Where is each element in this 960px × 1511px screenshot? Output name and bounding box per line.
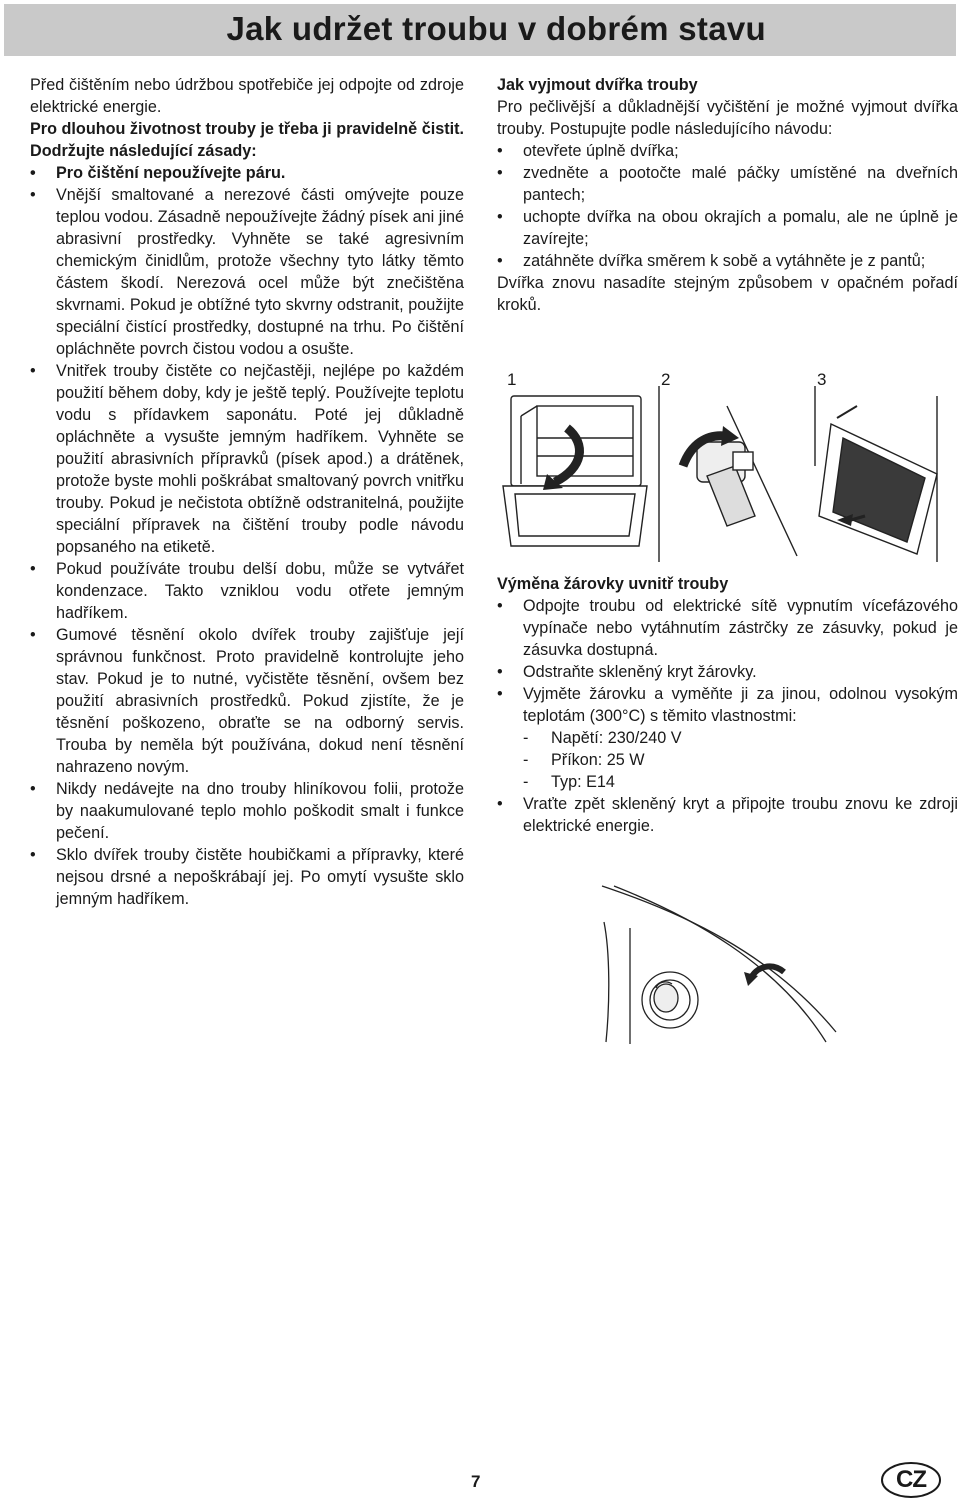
list-item-text: zvedněte a pootočte malé páčky umístěné na dveřních pantech; (523, 164, 958, 204)
list-item (30, 558, 464, 624)
list-item-text: Odpojte troubu od elektrické sítě vypnutím vícefázového vypínače nebo vytáhnutím zástrčky ze zásuvky, pokud je zásuvka dostupná. (523, 597, 958, 659)
list-item-text: Sklo dvířek trouby čistěte houbičkami a přípravky, které nejsou drsné a nepoškrábají jej. Po omytí vysušte sklo jemným hadříkem. (56, 846, 464, 908)
figure-label-1: 1 (507, 370, 517, 389)
bulb-specs-list (523, 727, 958, 793)
spec-item (523, 771, 958, 793)
list-item (497, 683, 958, 727)
dash-icon: - (523, 751, 529, 769)
bulb-final-step (497, 793, 958, 837)
bulb-replacement-figure (600, 882, 840, 1044)
spec-text: Typ: E14 (551, 773, 615, 791)
list-item-text: uchopte dvířka na obou okrajích a pomalu, ale ne úplně je zavírejte; (523, 208, 958, 248)
door-removal-outro: Dvířka znovu nasadíte stejným způsobem v opačném pořadí kroků. (497, 274, 958, 314)
door-removal-heading: Jak vyjmout dvířka trouby (497, 76, 698, 94)
list-item (497, 250, 958, 272)
list-item-text: otevřete úplně dvířka; (523, 142, 679, 160)
bulb-section (497, 573, 958, 837)
spec-item (523, 727, 958, 749)
bullet-icon: • (497, 252, 503, 270)
oven-lamp-illustration (600, 882, 840, 1044)
bullet-icon: • (497, 685, 503, 703)
list-item-text: Pokud používáte troubu delší dobu, může se vytvářet kondenzace. Takto vzniklou vodu otřete jemným hadříkem. (56, 560, 464, 622)
bullet-icon: • (30, 164, 36, 182)
list-item (497, 162, 958, 206)
page-header-band (4, 4, 956, 56)
principles-heading: Pro dlouhou životnost trouby je třeba ji pravidelně čistit. Dodržujte následující zásady: (30, 120, 464, 160)
intro-paragraph: Před čištěním nebo údržbou spotřebiče jej odpojte od zdroje elektrické energie. (30, 76, 464, 116)
open-oven-illustration (503, 396, 647, 546)
list-item-text: Nikdy nedávejte na dno trouby hliníkovou folii, protože by naakumulované teplo mohlo poškodit smalt i funkce pečení. (56, 780, 464, 842)
list-item (30, 162, 464, 184)
tilted-door-illustration (815, 386, 937, 562)
door-removal-figures (497, 366, 959, 562)
spec-item (523, 749, 958, 771)
language-badge: CZ (896, 1466, 926, 1493)
bulb-heading: Výměna žárovky uvnitř trouby (497, 575, 729, 593)
bullet-icon: • (30, 560, 36, 578)
list-item (30, 184, 464, 360)
list-item-text: zatáhněte dvířka směrem k sobě a vytáhněte je z pantů; (523, 252, 926, 270)
page-title: Jak udržet troubu v dobrém stavu (226, 10, 766, 47)
bullet-icon: • (30, 626, 36, 644)
list-item-text: Vyjměte žárovku a vyměňte ji za jinou, odolnou vysokým teplotám (300°C) s těmito vlastnostmi: (523, 685, 958, 725)
list-item (497, 140, 958, 162)
oven-door-illustrations (497, 366, 959, 562)
list-item-text: Pro čištění nepoužívejte páru. (56, 164, 286, 182)
bulb-steps-list (497, 595, 958, 727)
list-item-text: Gumové těsnění okolo dvířek trouby zajišťuje její správnou funkčnost. Proto pravidelně kontrolujte jeho stav. Pokud je to nutné, vyčistěte těsnění, ovšem bez použití abrasivních prostředků. Pokud zjistíte, že je těsnění poškozeno, obraťte se na odborný servis. Trouba by neměla být používána, dokud není těsnění nahrazeno novým. (56, 626, 464, 776)
dash-icon: - (523, 773, 529, 791)
hinge-lever-illustration (659, 386, 797, 562)
list-item-text: Vraťte zpět skleněný kryt a připojte troubu znovu ke zdroji elektrické energie. (523, 795, 958, 835)
list-item (497, 595, 958, 661)
bullet-icon: • (30, 846, 36, 864)
spec-text: Příkon: 25 W (551, 751, 645, 769)
list-item (30, 624, 464, 778)
left-column (30, 74, 464, 910)
bullet-icon: • (497, 208, 503, 226)
bullet-icon: • (497, 142, 503, 160)
list-item (30, 778, 464, 844)
spec-text: Napětí: 230/240 V (551, 729, 682, 747)
cleaning-rules-list (30, 162, 464, 910)
bullet-icon: • (30, 780, 36, 798)
list-item-text: Odstraňte skleněný kryt žárovky. (523, 663, 757, 681)
door-removal-intro: Pro pečlivější a důkladnější vyčištění je možné vyjmout dvířka trouby. Postupujte podle následujícího návodu: (497, 98, 958, 138)
list-item-text: Vnitřek trouby čistěte co nejčastěji, nejlépe po každém použití během doby, kdy je ještě teplý. Používejte teplotu vodu s přídavkem saponátu. Poté jej důkladně opláchněte a vysušte jemným hadříkem. Vyhněte se použití abrasivních přípravků (písek apod.) a drátěnek, protože byste mohli poškrábat smaltovaný povrch vnitřku trouby. Pokud je nečistota obtížně odstranitelná, použijte speciální přípravek na čištění trouby podle návodu popsaného na etiketě. (56, 362, 464, 556)
bullet-icon: • (497, 663, 503, 681)
figure-label-3: 3 (817, 370, 827, 389)
door-steps-list (497, 140, 958, 272)
bullet-icon: • (497, 597, 503, 615)
list-item (497, 206, 958, 250)
dash-icon: - (523, 729, 529, 747)
page-number: 7 (471, 1472, 481, 1491)
right-column (497, 74, 958, 316)
list-item-text: Vnější smaltované a nerezové části omývejte pouze teplou vodou. Zásadně nepoužívejte žádný písek ani jiné abrasivní prostředky. Vyhněte se také agresivním chemickým činidlům, protože všechny tyto látky těmto částem škodí. Nerezová ocel může být znečištěna skvrnami. Pokud je obtížné tyto skvrny odstranit, použijte speciální čistící prostředky, dostupné na trhu. Po čištění opláchněte povrch čistou vodou a osušte. (56, 186, 464, 358)
bullet-icon: • (30, 362, 36, 380)
figure-label-2: 2 (661, 370, 671, 389)
list-item (497, 661, 958, 683)
bullet-icon: • (497, 795, 503, 813)
list-item (30, 844, 464, 910)
bullet-icon: • (30, 186, 36, 204)
list-item (497, 793, 958, 837)
list-item (30, 360, 464, 558)
bullet-icon: • (497, 164, 503, 182)
